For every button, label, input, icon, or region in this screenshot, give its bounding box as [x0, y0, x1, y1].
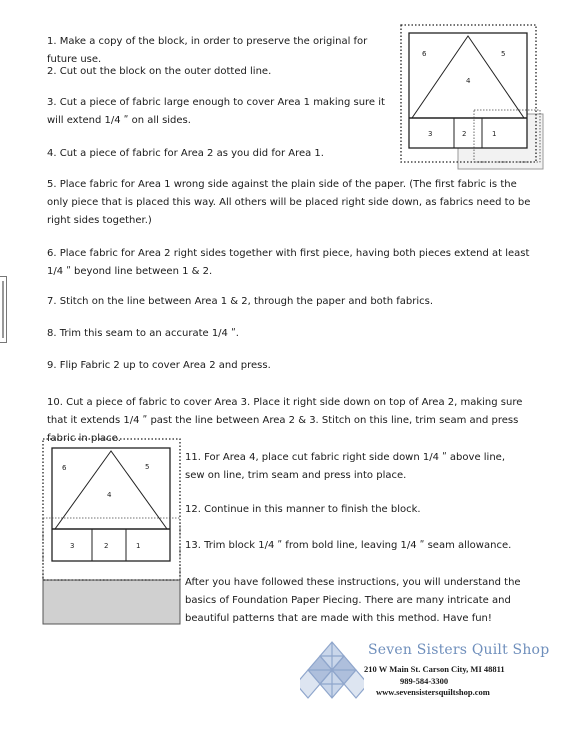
step-11: 11. For Area 4, place cut fabric right side down 1/4 ʺ above line, sew on line, trim seam and press into place. [185, 452, 505, 481]
step-2: 2. Cut out the block on the outer dotted line. [47, 66, 272, 77]
step-9: 9. Flip Fabric 2 up to cover Area 2 and press. [47, 360, 271, 371]
star-quilt-logo [300, 640, 364, 704]
label-area-2: 2 [104, 542, 109, 550]
label-area-6: 6 [422, 50, 427, 58]
step-12: 12. Continue in this manner to finish the block. [185, 504, 421, 515]
step-6: 6. Place fabric for Area 2 right sides together with first piece, having both pieces extend at least 1/4 ʺ beyond line between 1 & 2. [47, 248, 530, 277]
label-area-5: 5 [145, 463, 150, 471]
step-7: 7. Stitch on the line between Area 1 & 2, through the paper and both fabrics. [47, 296, 433, 307]
block-diagram-bottom [40, 436, 184, 626]
shop-phone: 989-584-3300 [400, 676, 449, 686]
step-8: 8. Trim this seam to an accurate 1/4 ʺ. [47, 328, 239, 339]
label-area-4: 4 [466, 77, 471, 85]
label-area-3: 3 [428, 130, 433, 138]
shop-footer [300, 640, 550, 704]
shop-name: Seven Sisters Quilt Shop [368, 642, 550, 658]
label-area-6: 6 [62, 464, 67, 472]
step-10: 10. Cut a piece of fabric to cover Area 3. Place it right side down on top of Area 2, making sure that it extends 1/4 ʺ past the line between Area 2 & 3. Stitch on this line, trim seam and press fabric in place. [47, 397, 523, 444]
step-5: 5. Place fabric for Area 1 wrong side against the plain side of the paper. (The first fabric is the only piece that is placed this way. All others will be placed right side down, as fabrics need to be right sides together.) [47, 179, 531, 226]
block-diagram-top [398, 22, 548, 172]
shop-address: 210 W Main St. Carson City, MI 48811 [364, 664, 505, 674]
page-edge-mark [0, 276, 7, 343]
step-3: 3. Cut a piece of fabric large enough to cover Area 1 making sure it will extend 1/4 ʺ on all sides. [47, 97, 385, 126]
label-area-2: 2 [462, 130, 467, 138]
label-area-1: 1 [136, 542, 141, 550]
step-1: 1. Make a copy of the block, in order to preserve the original for future use. [47, 36, 368, 65]
block-outline [409, 33, 527, 148]
label-area-3: 3 [70, 542, 75, 550]
step-4: 4. Cut a piece of fabric for Area 2 as you did for Area 1. [47, 148, 324, 159]
shop-website[interactable]: www.sevensistersquiltshop.com [376, 687, 490, 697]
closing-paragraph: After you have followed these instructions, you will understand the basics of Foundation Paper Piecing. There are many intricate and beautiful patterns that are made with this method. Have fun! [185, 577, 521, 624]
label-area-4: 4 [107, 491, 112, 499]
label-area-5: 5 [501, 50, 506, 58]
label-area-1: 1 [492, 130, 497, 138]
step-13: 13. Trim block 1/4 ʺ from bold line, leaving 1/4 ʺ seam allowance. [185, 540, 512, 551]
gray-fabric-area [43, 580, 180, 624]
